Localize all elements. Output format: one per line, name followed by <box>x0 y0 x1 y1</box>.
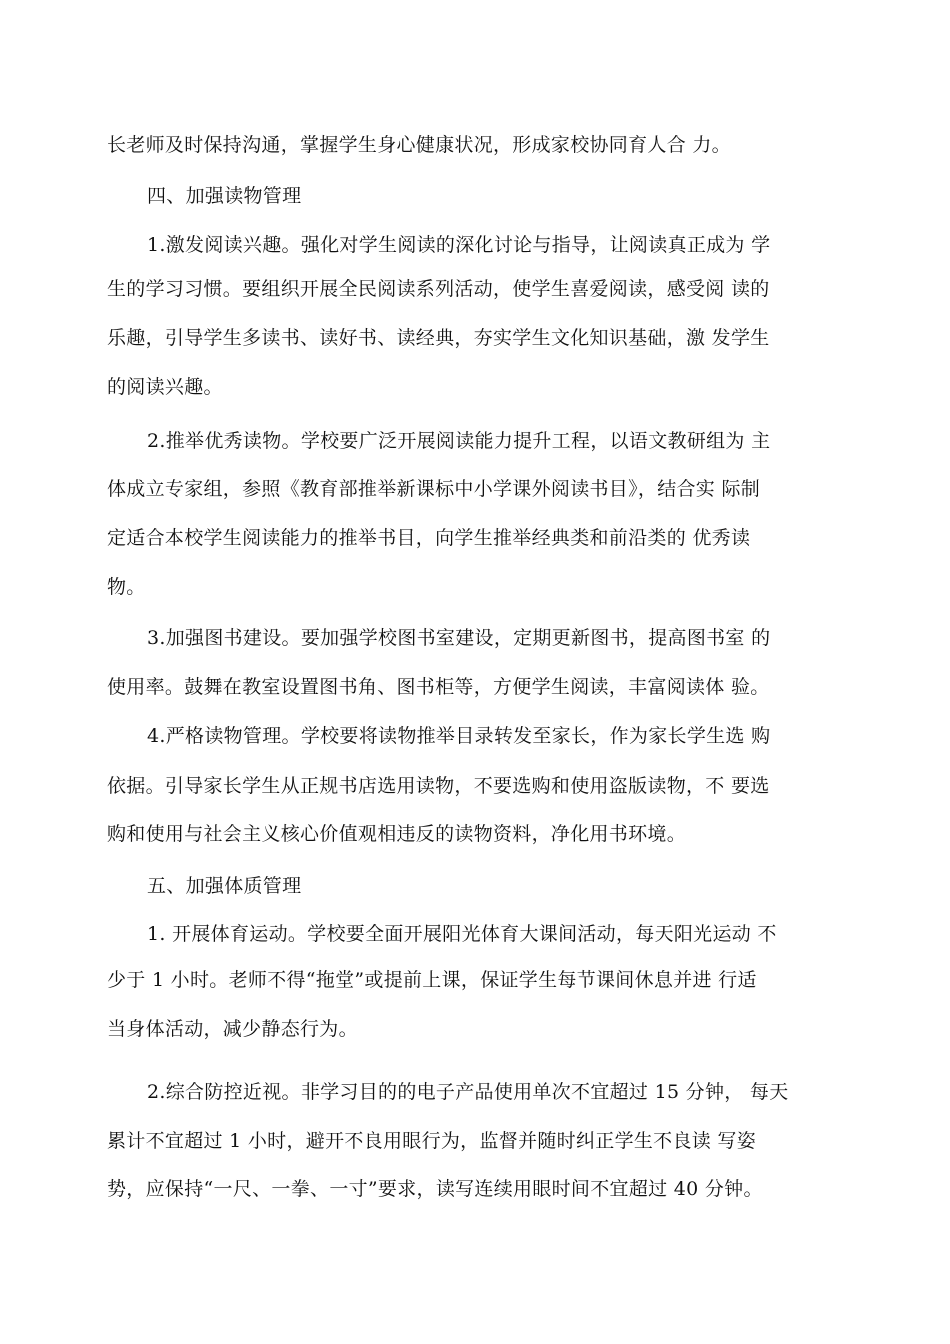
text-line: 2.推举优秀读物。学校要广泛开展阅读能力提升工程，以语文教研组为 主 <box>147 430 771 452</box>
text-line: 定适合本校学生阅读能力的推举书目，向学生推举经典类和前沿类的 优秀读 <box>107 527 751 549</box>
text-line: 4.严格读物管理。学校要将读物推举目录转发至家长，作为家长学生选 购 <box>147 725 771 747</box>
text-line: 势，应保持“一尺、一拳、一寸”要求，读写连续用眼时间不宜超过 40 分钟。 <box>107 1178 763 1200</box>
text-line: 长老师及时保持沟通，掌握学生身心健康状况，形成家校协同育人合 力。 <box>107 134 731 156</box>
text-line: 3.加强图书建设。要加强学校图书室建设，定期更新图书，提高图书室 的 <box>147 627 771 649</box>
text-line: 体成立专家组，参照《教育部推举新课标中小学课外阅读书目》，结合实 际制 <box>107 478 761 500</box>
text-line: 2.综合防控近视。非学习目的的电子产品使用单次不宜超过 15 分钟， 每天 <box>147 1081 789 1103</box>
text-line: 1.激发阅读兴趣。强化对学生阅读的深化讨论与指导，让阅读真正成为 学 <box>147 234 771 256</box>
section-heading: 四、加强读物管理 <box>147 185 302 207</box>
text-line: 乐趣，引导学生多读书、读好书、读经典，夯实学生文化知识基础，激 发学生 <box>107 327 770 349</box>
text-line: 物。 <box>107 576 146 598</box>
section-heading: 五、加强体质管理 <box>147 875 302 897</box>
text-line: 1. 开展体育运动。学校要全面开展阳光体育大课间活动，每天阳光运动 不 <box>147 923 777 945</box>
text-line: 使用率。鼓舞在教室设置图书角、图书柜等，方便学生阅读，丰富阅读体 验。 <box>107 676 770 698</box>
text-line: 累计不宜超过 1 小时，避开不良用眼行为，监督并随时纠正学生不良读 写姿 <box>107 1130 757 1152</box>
text-line: 少于 1 小时。老师不得“拖堂”或提前上课，保证学生每节课间休息并进 行适 <box>107 969 757 991</box>
text-line: 当身体活动，减少静态行为。 <box>107 1018 358 1040</box>
text-line: 生的学习习惯。要组织开展全民阅读系列活动，使学生喜爱阅读，感受阅 读的 <box>107 278 770 300</box>
text-line: 的阅读兴趣。 <box>107 376 223 398</box>
text-line: 购和使用与社会主义核心价值观相违反的读物资料，净化用书环境。 <box>107 823 687 845</box>
text-line: 依据。引导家长学生从正规书店选用读物，不要选购和使用盗版读物，不 要选 <box>107 775 770 797</box>
